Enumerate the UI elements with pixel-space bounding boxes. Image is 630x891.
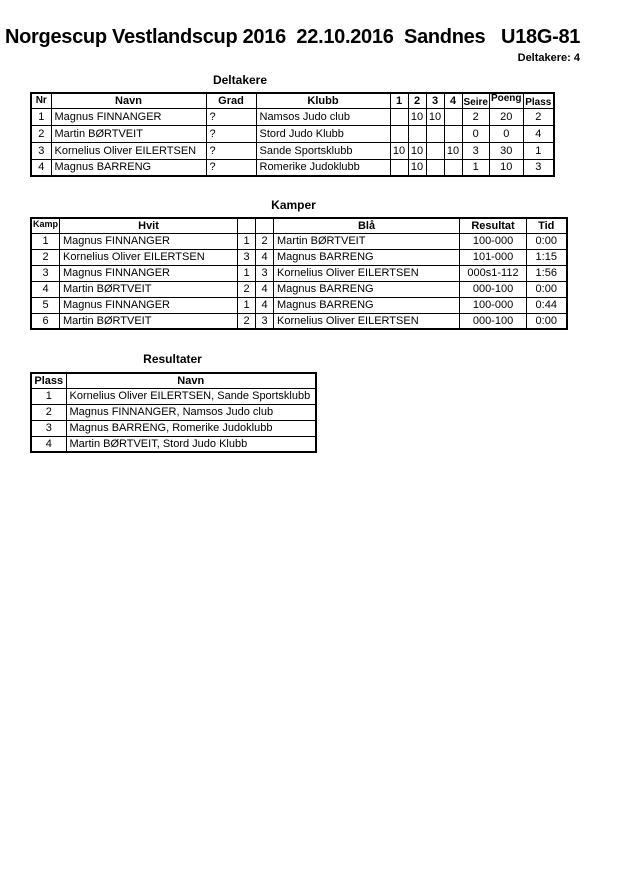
cell-hvit: Kornelius Oliver EILERTSEN [60, 249, 238, 265]
cell-plass: 2 [31, 404, 66, 420]
cell-navn: Kornelius Oliver EILERTSEN [51, 142, 206, 159]
cell-bla: Magnus BARRENG [274, 249, 460, 265]
cell-tid: 0:00 [527, 281, 567, 297]
col-header-hvit-nr [238, 218, 256, 233]
kamper-row [31, 233, 567, 249]
col-header-navn: Navn [66, 373, 316, 388]
cell-score-4 [444, 108, 462, 125]
cell-hvit-nr: 1 [238, 297, 256, 313]
cell-resultat: 100-000 [460, 233, 527, 249]
cell-tid: 1:56 [527, 265, 567, 281]
cell-nr: 1 [31, 108, 51, 125]
cell-navn: Magnus BARRENG [51, 159, 206, 176]
kamper-row [31, 265, 567, 281]
page-title: Norgescup Vestlandscup 2016 22.10.2016 Sandnes U18G-81 [5, 26, 581, 48]
cell-resultat: 000-100 [460, 281, 527, 297]
cell-grad: ? [206, 159, 256, 176]
cell-klubb: Sande Sportsklubb [256, 142, 390, 159]
cell-bla: Martin BØRTVEIT [274, 233, 460, 249]
cell-bla-nr: 4 [256, 297, 274, 313]
cell-navn: Martin BØRTVEIT, Stord Judo Klubb [66, 436, 316, 452]
cell-score-3 [426, 159, 444, 176]
col-header-navn: Navn [51, 93, 206, 108]
cell-hvit: Magnus FINNANGER [60, 297, 238, 313]
cell-score-4 [444, 125, 462, 142]
cell-score-2: 10 [408, 159, 426, 176]
col-header-resultat: Resultat [460, 218, 527, 233]
cell-resultat: 101-000 [460, 249, 527, 265]
cell-resultat: 000s1-112 [460, 265, 527, 281]
col-header-bla-nr [256, 218, 274, 233]
kamper-row [31, 313, 567, 329]
deltakere-table [30, 92, 555, 177]
cell-hvit-nr: 2 [238, 281, 256, 297]
deltakere-row [31, 142, 554, 159]
cell-score-2 [408, 125, 426, 142]
resultater-row [31, 420, 316, 436]
cell-navn: Kornelius Oliver EILERTSEN, Sande Sportsklubb [66, 388, 316, 404]
cell-score-1 [390, 159, 408, 176]
cell-score-3 [426, 142, 444, 159]
cell-plass: 1 [31, 388, 66, 404]
cell-bla-nr: 2 [256, 233, 274, 249]
resultater-heading: Resultater [143, 352, 202, 366]
cell-nr: 3 [31, 142, 51, 159]
col-header-poeng [489, 93, 523, 108]
cell-tid: 0:44 [527, 297, 567, 313]
cell-hvit: Martin BØRTVEIT [60, 313, 238, 329]
cell-navn: Martin BØRTVEIT [51, 125, 206, 142]
cell-bla-nr: 3 [256, 313, 274, 329]
resultater-row [31, 436, 316, 452]
cell-kamp: 3 [31, 265, 60, 281]
cell-klubb: Namsos Judo club [256, 108, 390, 125]
cell-kamp: 1 [31, 233, 60, 249]
cell-hvit-nr: 2 [238, 313, 256, 329]
col-header-poeng-label: Poeng [490, 92, 522, 104]
col-header-seire [462, 93, 489, 108]
cell-hvit: Martin BØRTVEIT [60, 281, 238, 297]
col-header-grad: Grad [206, 93, 256, 108]
cell-tid: 0:00 [527, 233, 567, 249]
cell-navn: Magnus BARRENG, Romerike Judoklubb [66, 420, 316, 436]
cell-hvit: Magnus FINNANGER [60, 265, 238, 281]
cell-score-4: 10 [444, 142, 462, 159]
kamper-table [30, 217, 568, 330]
resultater-header-row [31, 373, 316, 388]
col-header-tid: Tid [527, 218, 567, 233]
col-header-plass: Plass [31, 373, 66, 388]
deltakere-row [31, 108, 554, 125]
cell-hvit-nr: 1 [238, 233, 256, 249]
cell-kamp: 4 [31, 281, 60, 297]
cell-bla: Magnus BARRENG [274, 281, 460, 297]
cell-score-3 [426, 125, 444, 142]
cell-seire: 2 [462, 108, 489, 125]
cell-nr: 2 [31, 125, 51, 142]
cell-hvit-nr: 1 [238, 265, 256, 281]
cell-hvit-nr: 3 [238, 249, 256, 265]
col-header-klubb: Klubb [256, 93, 390, 108]
resultater-table [30, 372, 317, 453]
cell-tid: 1:15 [527, 249, 567, 265]
cell-score-1 [390, 108, 408, 125]
col-header-bla: Blå [274, 218, 460, 233]
cell-score-1: 10 [390, 142, 408, 159]
cell-score-4 [444, 159, 462, 176]
cell-grad: ? [206, 125, 256, 142]
col-header-hvit: Hvit [60, 218, 238, 233]
resultater-row [31, 404, 316, 420]
kamper-row [31, 249, 567, 265]
cell-resultat: 100-000 [460, 297, 527, 313]
col-header-nr: Nr [31, 93, 51, 108]
cell-score-2: 10 [408, 142, 426, 159]
cell-kamp: 6 [31, 313, 60, 329]
cell-grad: ? [206, 108, 256, 125]
cell-plass: 4 [31, 436, 66, 452]
cell-hvit: Magnus FINNANGER [60, 233, 238, 249]
col-header-kamp: Kamp [31, 218, 60, 233]
cell-poeng: 30 [489, 142, 523, 159]
cell-seire: 1 [462, 159, 489, 176]
deltakere-heading: Deltakere [212, 73, 268, 87]
cell-resultat: 000-100 [460, 313, 527, 329]
cell-navn: Magnus FINNANGER, Namsos Judo club [66, 404, 316, 420]
col-header-3: 3 [426, 93, 444, 108]
cell-klubb: Stord Judo Klubb [256, 125, 390, 142]
cell-bla-nr: 3 [256, 265, 274, 281]
cell-bla: Kornelius Oliver EILERTSEN [274, 265, 460, 281]
cell-bla-nr: 4 [256, 281, 274, 297]
cell-seire: 3 [462, 142, 489, 159]
cell-plass: 3 [31, 420, 66, 436]
col-header-2: 2 [408, 93, 426, 108]
col-header-plass [523, 93, 554, 108]
kamper-row [31, 297, 567, 313]
cell-poeng: 10 [489, 159, 523, 176]
cell-score-3: 10 [426, 108, 444, 125]
cell-poeng: 20 [489, 108, 523, 125]
cell-kamp: 2 [31, 249, 60, 265]
cell-grad: ? [206, 142, 256, 159]
cell-bla-nr: 4 [256, 249, 274, 265]
col-header-1: 1 [390, 93, 408, 108]
deltakere-row [31, 125, 554, 142]
kamper-header-row [31, 218, 567, 233]
cell-score-1 [390, 125, 408, 142]
cell-seire: 0 [462, 125, 489, 142]
participants-count: Deltakere: 4 [517, 52, 580, 64]
cell-score-2: 10 [408, 108, 426, 125]
cell-plass: 4 [523, 125, 554, 142]
cell-plass: 2 [523, 108, 554, 125]
cell-plass: 3 [523, 159, 554, 176]
col-header-seire-label: Seire [463, 96, 488, 108]
cell-nr: 4 [31, 159, 51, 176]
deltakere-row [31, 159, 554, 176]
deltakere-header-row [31, 93, 554, 108]
cell-bla: Magnus BARRENG [274, 297, 460, 313]
col-header-plass-label: Plass [525, 96, 552, 108]
cell-klubb: Romerike Judoklubb [256, 159, 390, 176]
cell-tid: 0:00 [527, 313, 567, 329]
col-header-4: 4 [444, 93, 462, 108]
cell-plass: 1 [523, 142, 554, 159]
resultater-row [31, 388, 316, 404]
kamper-row [31, 281, 567, 297]
cell-kamp: 5 [31, 297, 60, 313]
cell-poeng: 0 [489, 125, 523, 142]
kamper-heading: Kamper [271, 198, 316, 212]
cell-bla: Kornelius Oliver EILERTSEN [274, 313, 460, 329]
cell-navn: Magnus FINNANGER [51, 108, 206, 125]
